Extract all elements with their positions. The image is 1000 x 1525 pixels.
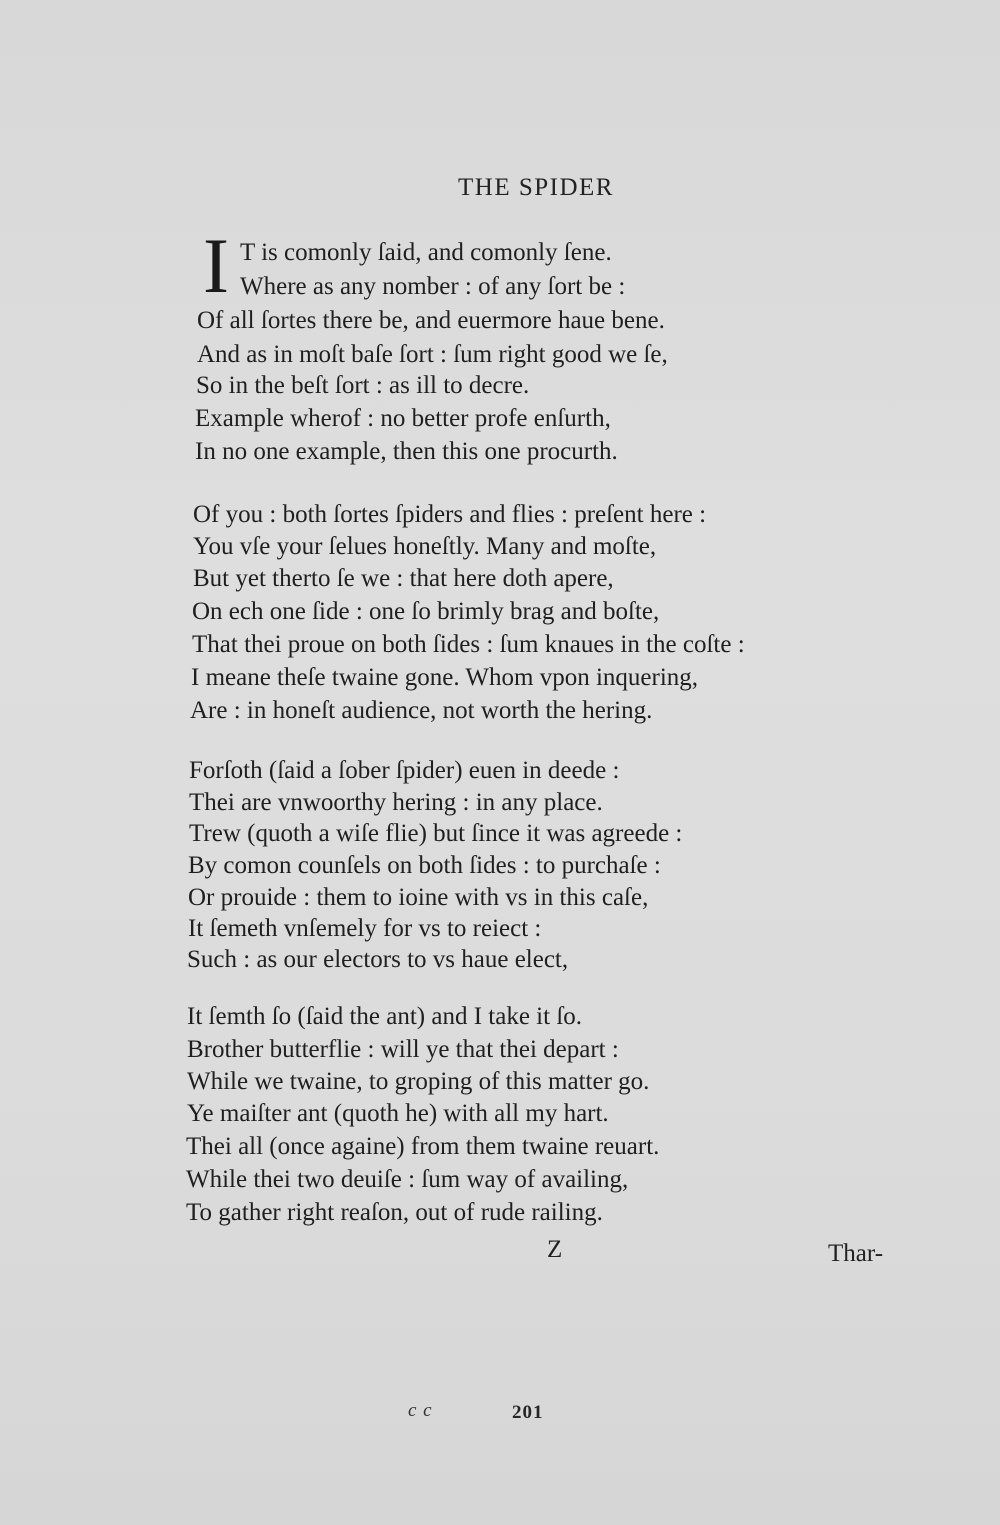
signature-mark: Z [547,1236,563,1263]
poem-line: On ech one ſide : one ſo brimly brag and boſte, [192,598,660,625]
poem-line: In no one example, then this one procurth. [195,438,618,465]
drop-cap: I [203,222,229,309]
poem-line: Example wherof : no better profe enſurth, [195,405,611,432]
poem-line: Ye maiſter ant (quoth he) with all my hart. [187,1100,609,1127]
poem-line: While thei two deuiſe : ſum way of availing, [186,1166,629,1193]
poem-line: T is comonly ſaid, and comonly ſene. [240,239,612,266]
poem-line: Of you : both ſortes ſpiders and flies : preſent here : [193,501,707,528]
poem-line: You vſe your ſelues honeſtly. Many and moſte, [193,533,657,560]
poem-line: It ſemth ſo (ſaid the ant) and I take it ſo. [187,1003,583,1030]
poem-line: By comon counſels on both ſides : to purchaſe : [188,852,661,879]
catchword: Thar- [828,1240,884,1267]
poem-line: Of all ſortes there be, and euermore haue bene. [197,307,665,334]
poem-line: Thei all (once againe) from them twaine reuart. [186,1133,660,1160]
poem-line: And as in moſt baſe ſort : ſum right good we ſe, [197,341,668,368]
poem-line: Are : in honeſt audience, not worth the hering. [190,697,653,724]
poem-line: Brother butterflie : will ye that thei depart : [187,1036,619,1063]
poem-line: It ſemeth vnſemely for vs to reiect : [188,915,542,942]
poem-line: So in the beſt ſort : as ill to decre. [196,372,530,399]
poem-line: Forſoth (ſaid a ſober ſpider) euen in deede : [189,757,620,784]
poem-line: Where as any nomber : of any ſort be : [240,273,626,300]
poem-line: Trew (quoth a wiſe flie) but ſince it was agreede : [189,820,683,847]
poem-line: Such : as our electors to vs haue elect, [187,946,569,973]
footer-signature: c c [408,1400,433,1421]
poem-line: While we twaine, to groping of this matter go. [187,1068,650,1095]
poem-line: But yet therto ſe we : that here doth apere, [193,565,614,592]
poem-line: I meane theſe twaine gone. Whom vpon inquering, [191,664,699,691]
poem-title: THE SPIDER [458,174,614,201]
poem-line: Thei are vnwoorthy hering : in any place. [189,789,603,816]
poem-line: Or prouide : them to ioine with vs in this caſe, [188,884,649,911]
page-number: 201 [512,1402,544,1423]
poem-line: To gather right reaſon, out of rude railing. [186,1199,603,1226]
poem-line: That thei proue on both ſides : ſum knaues in the coſte : [192,631,745,658]
